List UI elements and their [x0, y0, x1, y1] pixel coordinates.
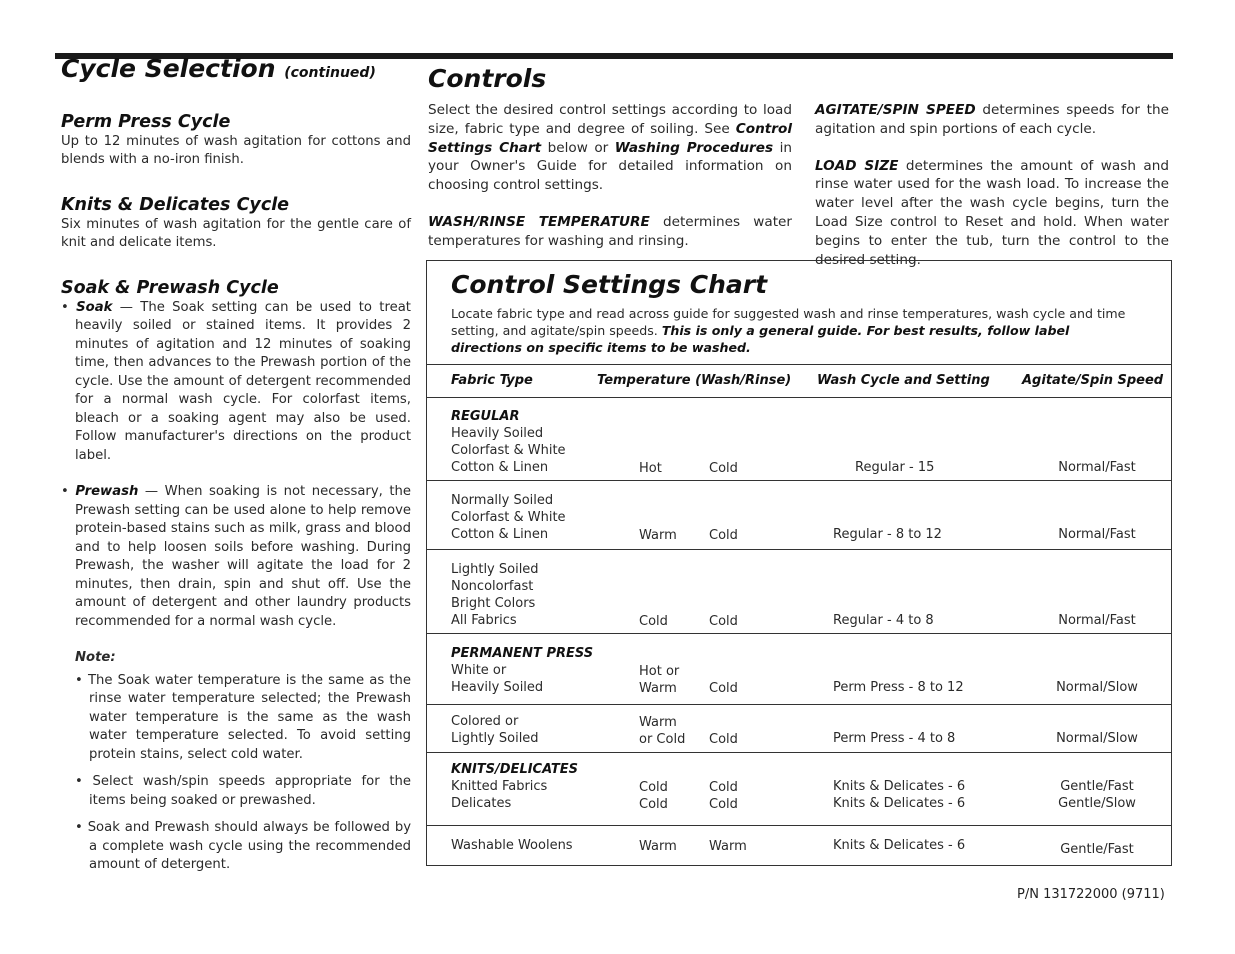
fabric-cell: [451, 713, 539, 747]
rinse-cell: [709, 613, 738, 630]
wash-cell: [639, 527, 677, 544]
cycle-cell: [833, 837, 1013, 854]
note-item: • The Soak water temperature is the same as the rinse water temperature selected; the Prewash water temperature is the same as the wash water temperature selected. To avoid setting protein stains, select cold water.: [75, 672, 411, 762]
rinse-cell: [709, 731, 738, 748]
fabric-line: Colorfast & White: [451, 510, 566, 525]
wash-value: Warm: [639, 715, 677, 730]
rinse-value: Cold: [709, 461, 738, 476]
cycle-cell: [833, 526, 1013, 543]
chart-row: [427, 752, 1171, 826]
controls-intro-c: below or: [541, 139, 615, 156]
cycle-selection-column: [61, 54, 411, 884]
chart-header-row: [427, 364, 1171, 398]
fabric-cell: [451, 837, 573, 854]
controls-title: Controls: [428, 64, 547, 93]
speed-cell: [1022, 679, 1172, 696]
cycle-cell: [833, 679, 1013, 696]
header-cycle: Wash Cycle and Setting: [817, 373, 990, 388]
fabric-line: White or: [451, 663, 507, 678]
chart-intro-b: This is only a general guide. For best results, follow label directions on specific items to be washed.: [451, 323, 1070, 355]
controls-left-column: [428, 101, 792, 269]
page-title-suffix: (continued): [284, 65, 376, 81]
cycle-cell: [855, 459, 1035, 476]
speed-cell: [1022, 778, 1172, 812]
fabric-line: Knitted Fabrics: [451, 779, 548, 794]
rinse-cell: [709, 838, 747, 855]
wash-cell: [639, 460, 662, 477]
fabric-line: Noncolorfast: [451, 579, 534, 594]
note-text: The Soak water temperature is the same as the rinse water temperature selected; the Prewash water temperature is the same as the wash water temperature selected. To avoid setting protein stains, select cold water.: [87, 672, 411, 762]
controls-intro-e: in your Owner's Guide for detailed information on choosing control settings.: [428, 139, 792, 194]
chart-row: [427, 549, 1171, 634]
speed-value: Gentle/Slow: [1058, 796, 1136, 811]
wash-value: or Cold: [639, 732, 686, 747]
speed-value: Gentle/Fast: [1060, 842, 1134, 857]
fabric-line: Colorfast & White: [451, 443, 566, 458]
wash-cell: [639, 663, 679, 697]
fabric-category: REGULAR: [451, 409, 520, 424]
control-settings-chart: [426, 260, 1172, 866]
wash-value: Cold: [639, 797, 668, 812]
speed-cell: [1022, 612, 1172, 629]
wash-value: Cold: [639, 614, 668, 629]
chart-row: [427, 825, 1171, 865]
temp-paragraph: [428, 213, 792, 251]
wash-cell: [639, 779, 668, 813]
cycle-cell: [833, 612, 1013, 629]
chart-row: [427, 480, 1171, 550]
fabric-line: Washable Woolens: [451, 838, 573, 853]
fabric-line: Cotton & Linen: [451, 527, 549, 542]
temp-label: WASH/RINSE TEMPERATURE: [428, 213, 650, 230]
cycle-value: Perm Press - 4 to 8: [833, 731, 956, 746]
load-label: LOAD SIZE: [815, 157, 899, 174]
fabric-cell: [451, 561, 539, 629]
speed-value: Gentle/Fast: [1060, 779, 1134, 794]
soak-text: — The Soak setting can be used to treat heavily soiled or stained items. It provides 2 minutes of agitation and 12 minutes of soaking time, then advances to the Prewash portion of the cycle. Use the amount of detergent recommended for a normal wash cycle. For colorfast items, bleach or a soaking agent may also be used. Follow manufacturer's directions on the product label.: [75, 299, 411, 463]
rinse-value: Cold: [709, 528, 738, 543]
fabric-line: Heavily Soiled: [451, 680, 544, 695]
speed-value: Normal/Fast: [1058, 460, 1136, 475]
cycle-value: Knits & Delicates - 6: [833, 796, 966, 811]
wash-cell: [639, 838, 677, 855]
note-heading: Note:: [75, 650, 116, 665]
rinse-value: Warm: [709, 839, 747, 854]
perm-press-section: [61, 111, 411, 170]
rinse-value: Cold: [709, 732, 738, 747]
temp-text: determines water temperatures for washing and rinsing.: [428, 213, 792, 249]
header-fabric: Fabric Type: [451, 373, 533, 388]
cycle-cell: [833, 778, 1013, 812]
prewash-bullet: • Prewash — When soaking is not necessary, the Prewash setting can be used alone to help remove protein-based stains such as milk, grass and blood and to help loosen soils before washing. During Prewash, the washer will agitate the load for 2 minutes, then drain, spin and shut off. Use the amount of detergent and other laundry products recommended for a normal wash cycle.: [61, 484, 411, 629]
page-title: [61, 54, 411, 83]
soak-prewash-section: [61, 277, 411, 875]
rinse-cell: [709, 527, 738, 544]
part-number: P/N 131722000 (9711): [1017, 887, 1165, 902]
fabric-cell: [451, 408, 566, 476]
fabric-line: All Fabrics: [451, 613, 517, 628]
fabric-line: Colored or: [451, 714, 519, 729]
speed-value: Normal/Fast: [1058, 613, 1136, 628]
page-title-text: Cycle Selection: [61, 54, 276, 83]
knits-heading: Knits & Delicates Cycle: [61, 194, 290, 215]
soak-prewash-heading: Soak & Prewash Cycle: [61, 277, 279, 298]
speed-value: Normal/Slow: [1056, 680, 1138, 695]
chart-title: Control Settings Chart: [451, 270, 768, 299]
cycle-value: Regular - 15: [855, 460, 935, 475]
wash-value: Cold: [639, 780, 668, 795]
rinse-value: Cold: [709, 614, 738, 629]
soak-label: Soak: [76, 299, 113, 315]
washing-procedures-ref: Washing Procedures: [614, 139, 774, 156]
rinse-cell: [709, 779, 738, 813]
controls-section: [428, 64, 1169, 268]
prewash-label: Prewash: [75, 484, 139, 499]
note-text: Select wash/spin speeds appropriate for the items being soaked or prewashed.: [89, 774, 411, 808]
cycle-value: Knits & Delicates - 6: [833, 838, 966, 853]
controls-intro: [428, 101, 792, 195]
controls-intro-a: Select the desired control settings according to load size, fabric type and degree of soiling. See: [428, 102, 792, 137]
prewash-text: — When soaking is not necessary, the Prewash setting can be used alone to help remove protein-based stains such as milk, grass and blood and to help loosen soils before washing. During Prewash, the washer will agitate the load for 2 minutes, then drain, spin and shut off. Use the amount of detergent and other laundry products recommended for a normal wash cycle.: [75, 484, 411, 629]
cycle-value: Regular - 8 to 12: [833, 527, 942, 542]
speed-cell: [1022, 526, 1172, 543]
wash-cell: [639, 613, 668, 630]
wash-value: Warm: [639, 528, 677, 543]
chart-intro-a: Locate fabric type and read across guide for suggested wash and rinse temperatures, wash cycle and time setting, and agitate/spin speeds.: [451, 306, 1126, 338]
perm-press-heading: Perm Press Cycle: [61, 111, 231, 132]
note-item: • Soak and Prewash should always be followed by a complete wash cycle using the recommended amount of detergent.: [75, 820, 411, 872]
speed-value: Normal/Slow: [1056, 731, 1138, 746]
fabric-line: Lightly Soiled: [451, 731, 539, 746]
chart-ref: Control Settings Chart: [428, 120, 792, 156]
rinse-value: Cold: [709, 780, 738, 795]
soak-bullet: • Soak — The Soak setting can be used to treat heavily soiled or stained items. It provides 2 minutes of agitation and 12 minutes of soaking time, then advances to the Prewash portion of the cycle. Use the amount of detergent recommended for a normal wash cycle. For colorfast items, bleach or a soaking agent may also be used. Follow manufacturer's directions on the product label.: [61, 299, 411, 463]
cycle-value: Knits & Delicates - 6: [833, 779, 966, 794]
note-text: Soak and Prewash should always be followed by a complete wash cycle using the recommended amount of detergent.: [87, 820, 411, 872]
cycle-value: Regular - 4 to 8: [833, 613, 934, 628]
note-item: • Select wash/spin speeds appropriate for the items being soaked or prewashed.: [75, 774, 411, 808]
fabric-cell: [451, 761, 578, 812]
speed-text: determines speeds for the agitation and spin portions of each cycle.: [815, 102, 1169, 137]
fabric-line: Bright Colors: [451, 596, 536, 611]
speed-cell: [1022, 841, 1172, 858]
fabric-category: KNITS/DELICATES: [451, 762, 579, 777]
fabric-line: Heavily Soiled: [451, 426, 544, 441]
perm-press-text: Up to 12 minutes of wash agitation for cottons and blends with a no-iron finish.: [61, 133, 411, 167]
header-speed: Agitate/Spin Speed: [1022, 373, 1164, 388]
knits-text: Six minutes of wash agitation for the gentle care of knit and delicate items.: [61, 216, 411, 250]
fabric-category: PERMANENT PRESS: [451, 646, 594, 661]
knits-section: [61, 194, 411, 253]
wash-value: Warm: [639, 839, 677, 854]
chart-intro: [451, 305, 1141, 356]
wash-cell: [639, 714, 685, 748]
header-temperature: Temperature (Wash/Rinse): [597, 373, 792, 388]
wash-value: Warm: [639, 681, 677, 696]
speed-cell: [1022, 459, 1172, 476]
chart-row: [427, 633, 1171, 705]
wash-value: Hot or: [639, 664, 680, 679]
rinse-cell: [709, 460, 738, 477]
rinse-cell: [709, 680, 738, 697]
load-text: determines the amount of wash and rinse water used for the wash load. To increase the water level after the wash cycle begins, turn the Load Size control to Reset and hold. When water begins to enter the tub, turn the control to the desired setting.: [815, 157, 1169, 268]
fabric-cell: [451, 492, 566, 543]
note-list: [61, 672, 411, 875]
speed-cell: [1022, 730, 1172, 747]
rinse-value: Cold: [709, 797, 738, 812]
chart-row: [427, 704, 1171, 753]
cycle-value: Perm Press - 8 to 12: [833, 680, 964, 695]
fabric-cell: [451, 645, 593, 696]
fabric-line: Normally Soiled: [451, 493, 554, 508]
rinse-value: Cold: [709, 681, 738, 696]
wash-value: Hot: [639, 461, 662, 476]
fabric-line: Delicates: [451, 796, 512, 811]
cycle-cell: [833, 730, 1013, 747]
speed-label: AGITATE/SPIN SPEED: [815, 102, 976, 118]
fabric-line: Cotton & Linen: [451, 460, 549, 475]
speed-paragraph: [815, 101, 1169, 139]
fabric-line: Lightly Soiled: [451, 562, 539, 577]
load-paragraph: [815, 157, 1169, 270]
chart-row: [427, 396, 1171, 481]
speed-value: Normal/Fast: [1058, 527, 1136, 542]
